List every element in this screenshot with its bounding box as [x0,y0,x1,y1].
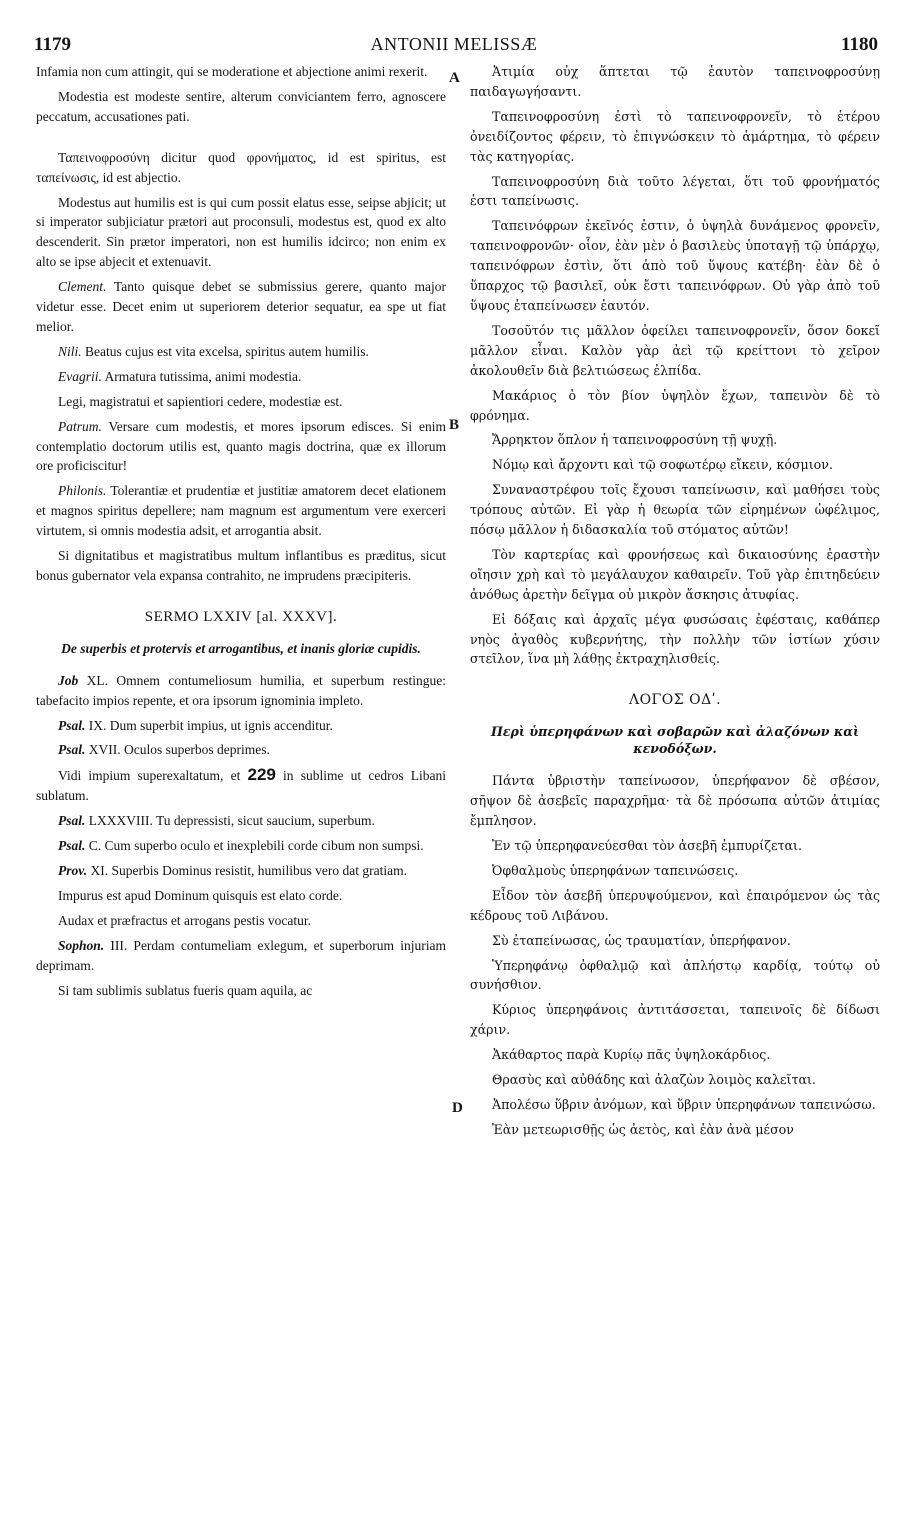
latin-paragraph: Modestus aut humilis est is qui cum possit elatus esse, seipse abjicit; ut si imperator subjiciatur prætori aut proconsuli, modestus est, quod ex alto descenderit. Sin prætor imperatori, non est humilis idcirco; non enim ex alto se ipse abjecit et extenuavit. [36,194,446,270]
running-title: ANTONII MELISSÆ [370,34,538,54]
greek-paragraph: Μακάριος ὁ τὸν βίον ὑψηλὸν ἔχων, ταπεινὸν δὲ τὸ φρόνημα. [470,387,880,423]
latin-quote [36,836,446,856]
latin-quote: Audax et præfractus et arrogans pestis vocatur. [58,912,312,928]
source-label: Patrum. [58,418,102,434]
latin-quote: Impurus est apud Dominum quisquis est elato corde. [58,887,343,903]
source-label: Nili. [58,343,82,359]
source-label: Psal. [58,717,86,733]
greek-paragraph: Εἰ δόξαις καὶ ἀρχαῖς μέγα φυσώσαις ἐφέσταις, καθάπερ νηὸς ἀγαθὸς κυβερνήτης, τὴν πολλὴν τῶν ἱστίων χύσιν στεῖλον, ἵνα μὴ λάθῃς ἐκτραχηλισθείς. [470,611,880,667]
paragraph-text: Beatus cujus est vita excelsa, spiritus autem humilis. [81,343,369,359]
greek-quote: Εἶδον τὸν ἀσεβῆ ὑπερυψούμενον, καὶ ἐπαιρόμενον ὡς τὰς κέδρους τοῦ Λιβάνου. [470,887,880,923]
latin-quote [36,671,446,711]
greek-paragraph: Ἄρρηκτον ὅπλον ἡ ταπεινοφροσύνη τῇ ψυχῇ. [492,432,778,448]
latin-quote [36,936,446,976]
latin-paragraph [36,277,446,337]
greek-quote: Σὺ ἐταπείνωσας, ὡς τραυματίαν, ὑπερήφανον. [492,932,791,948]
greek-paragraph: Τοσοῦτόν τις μᾶλλον ὀφείλει ταπεινοφρονεῖν, ὅσον δοκεῖ μᾶλλον εἶναι. Καλὸν γὰρ ἀεὶ τῷ κρείττονι τὸ χεῖρον ἀκολουθεῖν διὰ βελτιώσεως ἐλπίδα. [470,322,880,378]
latin-paragraph [36,481,446,541]
greek-quote: Ἐὰν μετεωρισθῇς ὡς ἀετὸς, καὶ ἐὰν ἀνὰ μέσον [492,1121,794,1137]
margin-letter-d: D [452,1100,463,1116]
source-label: Psal. [58,838,86,854]
greek-quote: Ὑπερηφάνῳ ὀφθαλμῷ καὶ ἀπλήστῳ καρδίᾳ, τούτῳ οὐ συνήσθιον. [470,957,880,993]
latin-paragraph: Si dignitatibus et magistratibus multum inflantibus es præditus, sicut bonus gubernator vela expansa contrahito, ne imprudens præcipiteris. [36,548,446,583]
source-label: Sophon. [58,937,105,953]
greek-quote: Κύριος ὑπερηφάνοις ἀντιτάσσεται, ταπεινοῖς δὲ δίδωσι χάριν. [470,1002,880,1038]
quote-text: Dum superbit impius, ut ignis accenditur. [106,717,333,733]
quote-text: in sublime ut cedros Libani sublatum. [36,768,446,804]
latin-paragraph: Legi, magistratui et sapientiori cedere, modestiæ est. [58,393,343,409]
latin-paragraph [36,367,446,387]
source-label: Evagrii. [58,368,102,384]
greek-paragraph: Ἀτιμία οὐχ ἅπτεται τῷ ἑαυτὸν ταπεινοφροσύνῃ παιδαγωγήσαντι. [470,64,880,99]
source-label: Prov. [58,863,88,878]
quote-text: Perdam contumeliam exlegum, et superborum injuriam deprimam. [36,937,446,973]
source-ref: IX. [85,717,107,733]
latin-quote [36,811,446,831]
paragraph-text: Versare cum modestis, et mores ipsorum edisces. Si enim contemplatio doctorum utilis est, quanto magis doctrina, quæ ex illorum ore proficiscitur! [36,418,446,474]
latin-quote [36,740,446,760]
paragraph-text: Tolerantiæ et prudentiæ et justitiæ amatorem decet elationem et magnos spiritus depellere; nam magnum est argumentum vere exerceri virtutem, si omnis modestia adsit, et arrogantia absit. [36,483,446,539]
greek-quote: Ἀκάθαρτος παρὰ Κυρίῳ πᾶς ὑψηλοκάρδιος. [492,1047,771,1063]
latin-quote [36,716,446,736]
quote-text: Tu depressisti, sicut saucium, superbum. [152,813,375,829]
quote-text: Superbis Dominus resistit, humilibus vero dat gratiam. [108,863,407,878]
greek-quote: Πάντα ὑβριστὴν ταπείνωσον, ὑπερήφανον δὲ σβέσον, σῆψον δὲ ἀσεβεῖς παραχρῆμα· τὰ δὲ πρόσωπα αὐτῶν ἀτιμίας ἔμπλησον. [470,773,880,829]
greek-quote: Ὀφθαλμοὺς ὑπερηφάνων ταπεινώσεις. [492,862,739,878]
latin-paragraph: Infamia non cum attingit, qui se moderatione et abjectione animi rexerit. [36,64,428,79]
page-number-right: 1180 [841,34,878,55]
page-header [30,30,878,60]
source-ref: XVII. [85,742,121,758]
paragraph-text: Tanto quisque debet se submissius gerere, quanto major videtur esse. Decet enim ut superiorem deterior sequatur, ea spe ut fiat melior. [36,279,446,334]
sermo-heading: SERMO LXXIV [al. XXXV]. [144,608,338,625]
margin-letter-b: B [449,417,460,433]
greek-paragraph: Συναναστρέφου τοῖς ἔχουσι ταπείνωσιν, καὶ μαθήσει τοὺς τρόπους αὐτῶν. Εἰ γὰρ ἡ θεωρία τῶν εἰρημένων ὠφέλιμος, πόσῳ μᾶλλον ἡ διδασκαλία τοῦ στόματος αὐτῶν! [470,482,880,538]
latin-paragraph [36,342,446,362]
latin-paragraph: Ταπεινοφροσύνη dicitur quod φρονήματος, id est spiritus, est ταπείνωσις, id est abjectio. [36,149,446,185]
paragraph-text: Armatura tutissima, animi modestia. [101,368,302,384]
greek-paragraph: Τὸν καρτερίας καὶ φρονήσεως καὶ δικαιοσύνης ἐραστὴν οἴησιν χρὴ καὶ τὸ μεγάλαυχον καθαιρεῖν. Τοῦ γὰρ ἐπιτηδεύειν ἀνόθως ἀρετὴν δεῖγμα οὐ μικρὸν ἄσκησις ἀτυφίας. [470,546,880,602]
quote-text: Cum superbo oculo et inexplebili corde cibum non sumpsi. [101,838,424,854]
latin-quote [36,765,446,806]
greek-quote: Θρασὺς καὶ αὐθάδης καὶ ἀλαζὼν λοιμὸς καλεῖται. [492,1072,816,1088]
column-number: 229 [247,765,276,785]
greek-paragraph: Ταπεινόφρων ἐκεῖνός ἐστιν, ὁ ὑψηλὰ δυνάμενος φρονεῖν, ταπεινοφρονῶν· οἷον, ἐὰν μὲν ὁ βασιλεὺς ὑποταγῇ τῷ ὑπάρχῳ, ταπεινόφρων ἐστὶν, ὅτι ἀπὸ τοῦ ὕψους κατέβη· ἐὰν δὲ ὁ ὕπαρχος τῷ βασιλεῖ, οὐκ ἔστι ταπεινόφρων. Οὐ γὰρ ἀπὸ τοῦ ὕψους ἐταπείνωσεν ἑαυτόν. [470,218,880,313]
greek-quote: Ἀπολέσω ὕβριν ἀνόμων, καὶ ὕβριν ὑπερηφάνων ταπεινώσω. [492,1096,876,1112]
source-label: Psal. [58,813,86,829]
greek-paragraph: Νόμῳ καὶ ἄρχοντι καὶ τῷ σοφωτέρῳ εἴκειν, κόσμιον. [492,457,833,473]
source-label: Philonis. [58,483,107,499]
source-ref: C. [85,838,102,854]
source-label: Psal. [58,742,86,758]
latin-column [36,62,446,1522]
source-label: Clement. [58,279,107,295]
margin-letter-a: A [449,70,460,86]
sermo-subtitle: De superbis et protervis et arrogantibus, et inanis gloriæ cupidis. [61,640,421,656]
source-ref: XL. [78,672,109,688]
source-label: Job [58,672,79,688]
logos-heading: ΛΟΓΟΣ ΟΔʹ. [628,692,722,709]
source-ref: III. [104,937,128,953]
quote-text: Oculos superbos deprimes. [120,742,270,758]
quote-text: Omnem contumeliosum humilia, et superbum restingue: tabefacito impios repente, et ora ipsorum ignominia impleto. [36,672,446,708]
greek-quote: Ἐν τῷ ὑπερηφανεύεσθαι τὸν ἀσεβῆ ἐμπυρίζεται. [492,838,802,853]
latin-paragraph: Modestia est modeste sentire, alterum conviciantem ferro, agnoscere peccatum, accusationes pati. [36,88,446,124]
latin-quote [36,861,446,881]
page-number-left: 1179 [34,34,71,55]
quote-text: Vidi impium superexaltatum, et [58,768,248,784]
latin-paragraph [36,417,446,477]
greek-column [470,62,880,1522]
latin-quote: Si tam sublimis sublatus fueris quam aquila, ac [58,982,313,998]
source-ref: XI. [87,863,109,878]
source-ref: LXXXVIII. [85,813,153,829]
logos-subtitle: Περὶ ὑπερηφάνων καὶ σοβαρῶν καὶ ἀλαζόνων καὶ κενοδόξων. [490,724,860,757]
greek-paragraph: Ταπεινοφροσύνη διὰ τοῦτο λέγεται, ὅτι τοῦ φρονήματός ἐστι ταπείνωσις. [470,173,880,209]
greek-paragraph: Ταπεινοφροσύνη ἐστὶ τὸ ταπεινοφρονεῖν, τὸ ἑτέρου ὀνειδίζοντος φέρειν, τὸ ἐπιγνώσκειν τὸ ἁμάρτημα, τὸ φέρειν τὰς κατηγορίας. [470,108,880,164]
